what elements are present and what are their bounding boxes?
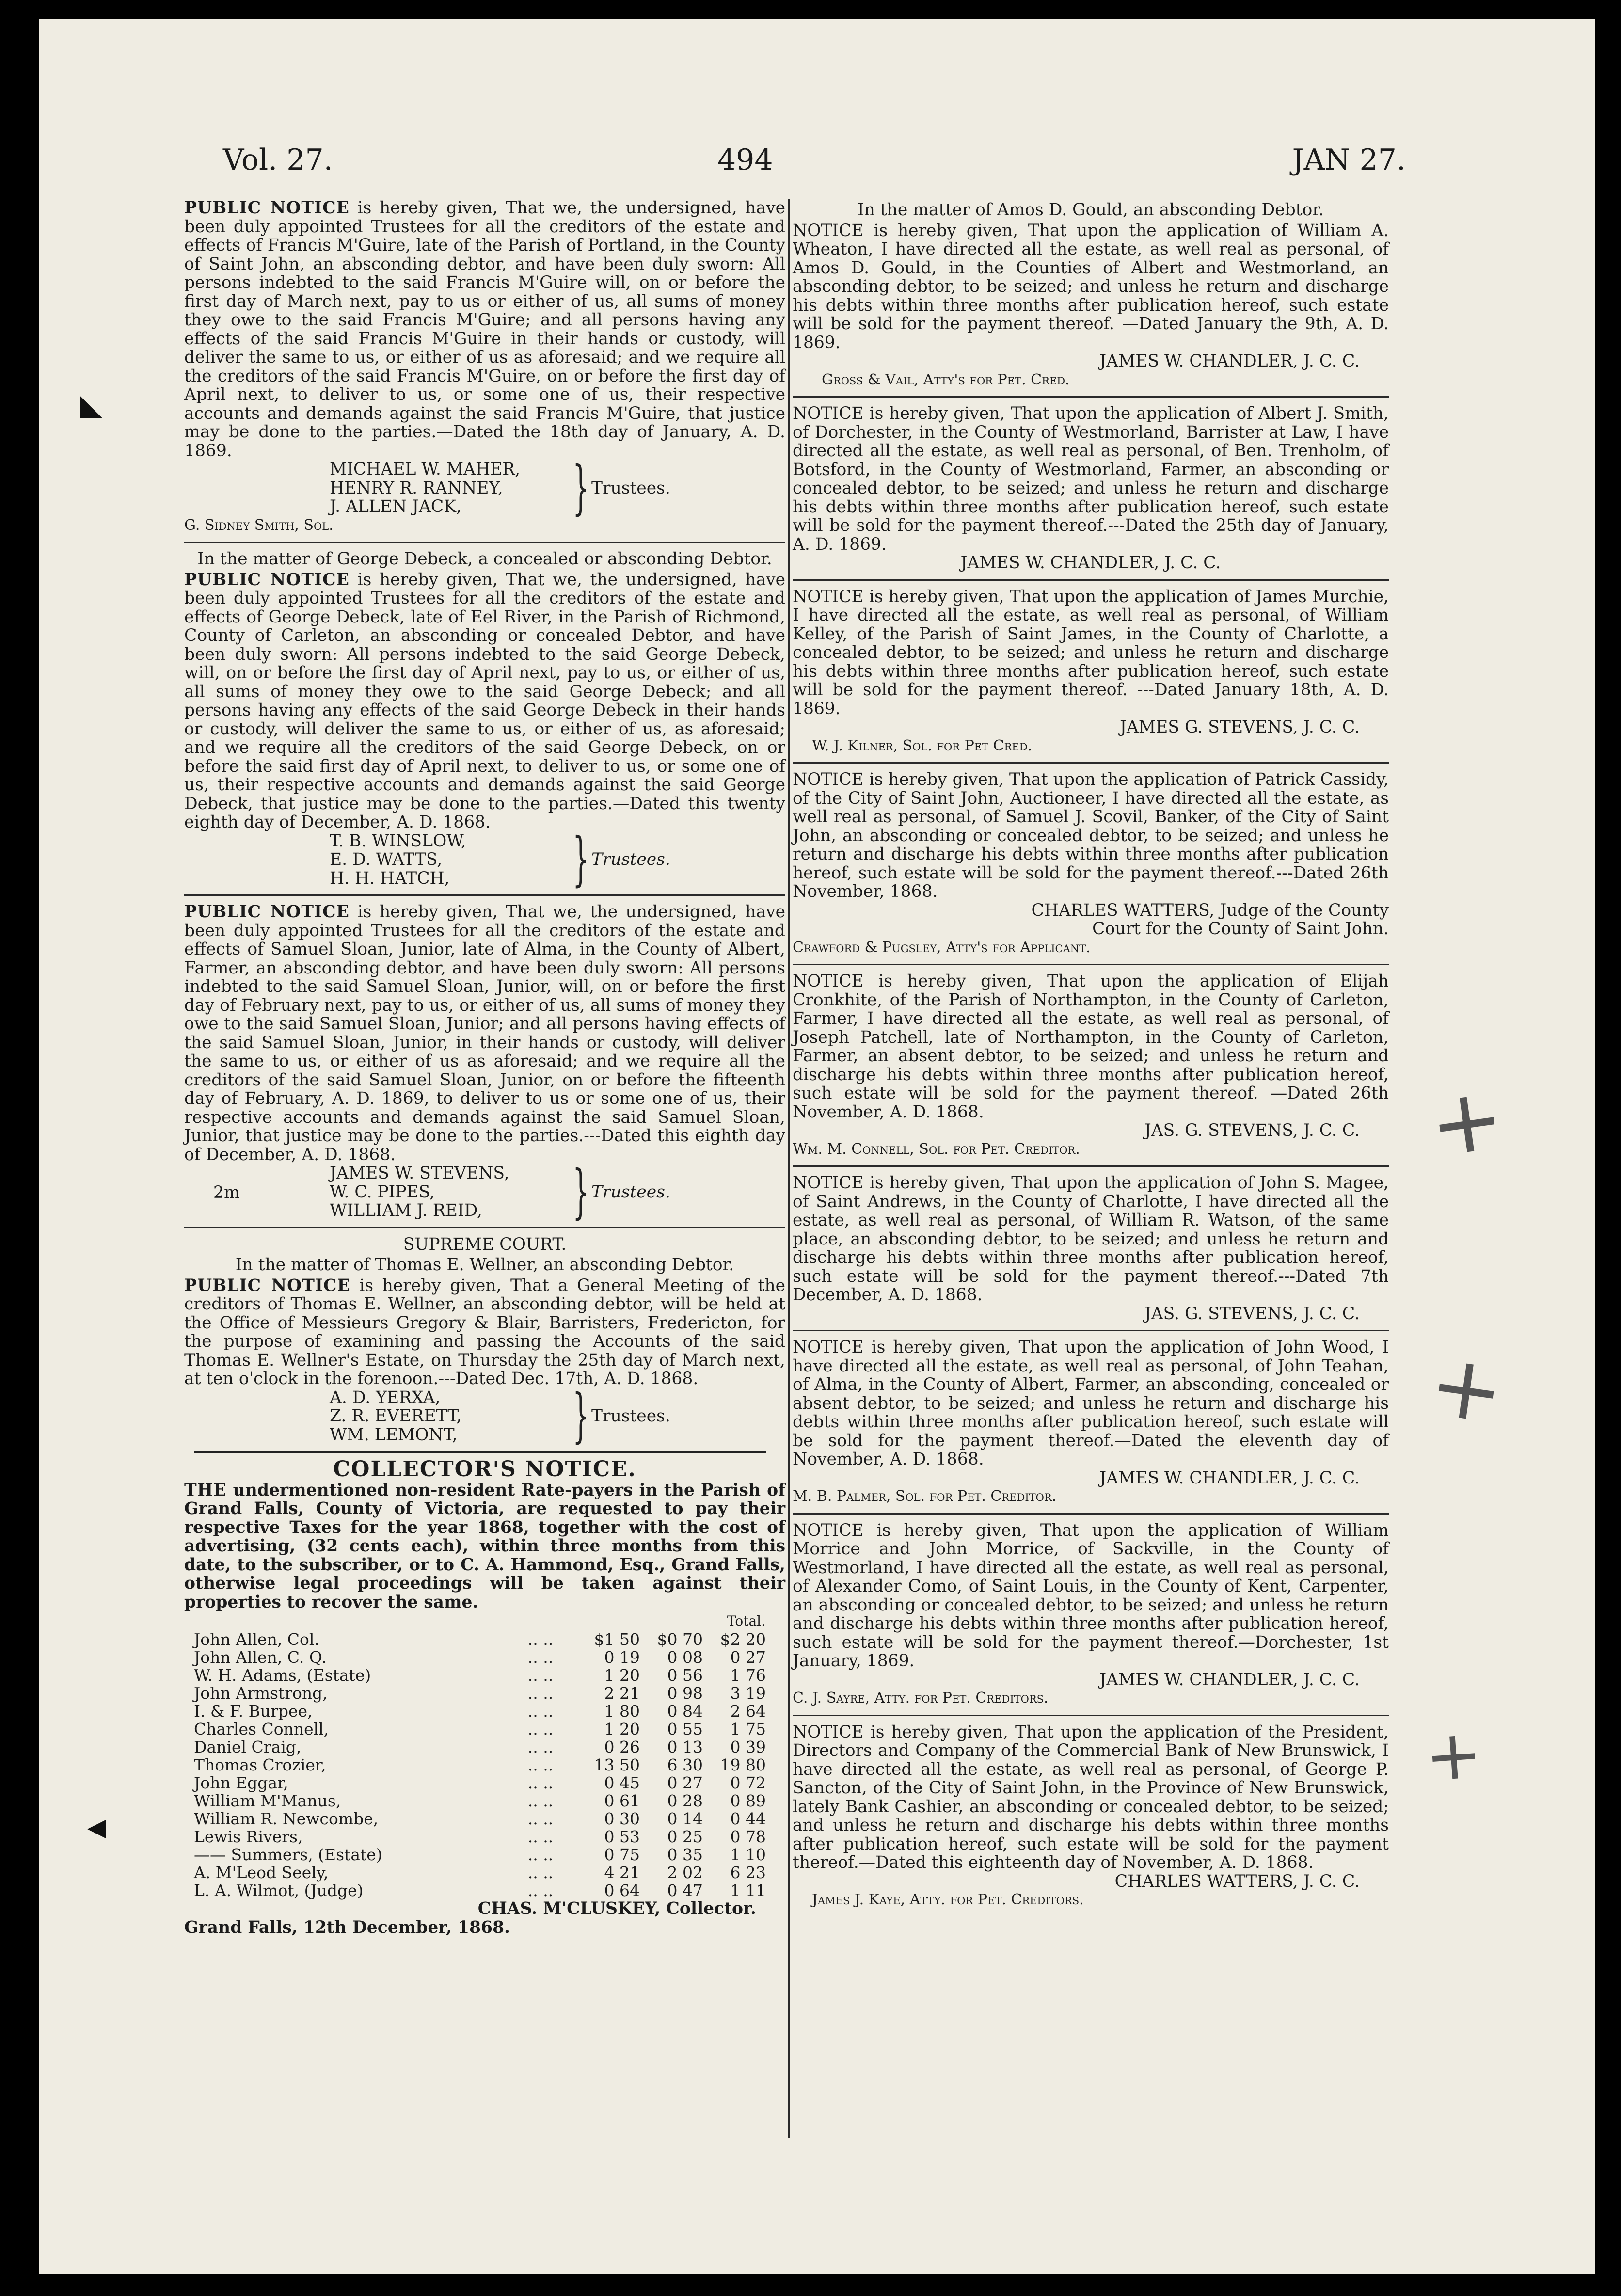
court-heading: SUPREME COURT. bbox=[403, 1234, 567, 1254]
solicitor-line: G. Sidney Smith, Sol. bbox=[184, 516, 334, 534]
judge-signature: JAMES W. CHANDLER, J. C. C. bbox=[960, 553, 1221, 573]
trustee-name: WILLIAM J. REID, bbox=[330, 1201, 483, 1220]
cost-amount: 0 55 bbox=[667, 1720, 703, 1738]
judge-signature: JAMES W. CHANDLER, J. C. C. bbox=[1099, 1468, 1360, 1488]
divider bbox=[184, 542, 785, 543]
page-header bbox=[39, 143, 1595, 187]
divider bbox=[793, 1715, 1389, 1716]
leader-dots: .. .. bbox=[527, 1702, 554, 1721]
ratepayer-name: Thomas Crozier, bbox=[194, 1755, 326, 1774]
rate-row bbox=[194, 1684, 766, 1702]
attorney-line: Wm. M. Connell, Sol. for Pet. Creditor. bbox=[793, 1140, 1080, 1158]
ratepayer-name: John Eggar, bbox=[194, 1773, 288, 1792]
cost-amount: 0 35 bbox=[667, 1845, 703, 1864]
notice-text: PUBLIC NOTICE is hereby given, That we, the undersigned, have been duly appointed Trustees for all the creditors of the estate and effects of Francis M'Guire, late of the Parish of Portland, in the County of Saint John, an absconding debtor, and have been duly sworn: All persons indebted to the said Francis M'Guire will, on or before the first day of March next, pay to us or either of us, all sums of money they owe to the said Francis M'Guire; and all persons having any effects of the said Francis M'Guire in their hands or custody, will deliver the same to us, or either of us as aforesaid; and we require all the creditors of the said Francis M'Guire, on or before the first day of April next, to deliver to us, or some one of us, their respective accounts and demands against the said Francis M'Guire, that justice may be done to the parties.—Dated the 18th day of January, A. D. 1869. bbox=[184, 198, 785, 461]
notice-wellner bbox=[184, 1234, 785, 1450]
notice-text: NOTICE is hereby given, That upon the application of Elijah Cronkhite, of the Parish of Northampton, in the County of Carleton, Farmer, I have directed all the estate, as well real as personal, of Joseph Patchell, late of Northampton, in the County of Carleton, Farmer, an absent debtor, to be seized; and unless he return and discharge his debts within three months after publication hereof, such estate will be sold for the payment thereof. —Dated 26th November, A. D. 1868. bbox=[793, 972, 1389, 1122]
notice-scovil bbox=[793, 770, 1389, 957]
notice-mguire bbox=[184, 199, 785, 535]
cost-amount: 2 02 bbox=[667, 1863, 703, 1882]
notice-patchell bbox=[793, 972, 1389, 1159]
trustees-block bbox=[184, 1158, 785, 1226]
trustees-block bbox=[184, 826, 785, 893]
insertion-mark: 2m bbox=[213, 1183, 240, 1202]
cost-amount: 6 30 bbox=[667, 1755, 703, 1774]
ratepayer-name: William M'Manus, bbox=[194, 1791, 341, 1810]
judge-signature: JAS. G. STEVENS, J. C. C. bbox=[1144, 1121, 1360, 1140]
total-amount: 0 27 bbox=[730, 1648, 766, 1667]
trustee-name: HENRY R. RANNEY, bbox=[330, 478, 503, 498]
attorney-line: Gross & Vail, Atty's for Pet. Cred. bbox=[822, 371, 1070, 388]
cost-amount: 0 25 bbox=[667, 1827, 703, 1846]
collector-heading: COLLECTOR'S NOTICE. bbox=[333, 1457, 636, 1482]
rate-row bbox=[194, 1881, 766, 1899]
divider bbox=[194, 1451, 766, 1453]
total-amount: 1 10 bbox=[730, 1845, 766, 1864]
ratepayer-name: L. A. Wilmot, (Judge) bbox=[194, 1881, 364, 1900]
leader-dots: .. .. bbox=[527, 1648, 554, 1667]
divider bbox=[793, 1513, 1389, 1515]
judge-signature: CHARLES WATTERS, Judge of the County bbox=[1031, 900, 1389, 920]
total-amount: 6 23 bbox=[730, 1863, 766, 1882]
cost-amount: 0 98 bbox=[667, 1684, 703, 1703]
attorney-line: Crawford & Pugsley, Atty's for Applicant. bbox=[793, 939, 1091, 956]
notice-text: NOTICE is hereby given, That upon the application of the President, Directors and Company of the Commercial Bank of New Brunswick, I have directed all the estate, as well real as personal, of George P. Sancton, of the City of Saint John, in the Province of New Brunswick, lately Bank Cashier, an absconding or concealed debtor, to be seized; and unless he return and discharge his debts within three months after publication hereof, such estate will be sold for the payment thereof.—Dated this eighteenth day of November, A. D. 1868. bbox=[793, 1722, 1389, 1872]
rate-row bbox=[194, 1774, 766, 1792]
collector-dateline: Grand Falls, 12th December, 1868. bbox=[184, 1917, 510, 1937]
trustee-name: J. ALLEN JACK, bbox=[330, 497, 462, 516]
trustee-name: H. H. HATCH, bbox=[330, 868, 450, 888]
total-amount: 1 11 bbox=[730, 1881, 766, 1900]
collector-signature: CHAS. M'CLUSKEY, Collector. bbox=[477, 1899, 756, 1918]
leader-dots: .. .. bbox=[527, 1720, 554, 1738]
total-amount: 0 89 bbox=[730, 1791, 766, 1810]
divider bbox=[793, 964, 1389, 965]
trustees-block bbox=[184, 1382, 785, 1450]
rate-row bbox=[194, 1720, 766, 1738]
tax-amount: 1 20 bbox=[604, 1720, 640, 1738]
ratepayer-name: John Allen, C. Q. bbox=[194, 1648, 327, 1667]
ink-blot-mark: ◣ bbox=[80, 388, 103, 422]
ratepayer-name: Daniel Craig, bbox=[194, 1738, 302, 1756]
trustees-label: Trustees. bbox=[591, 850, 670, 869]
rate-row bbox=[194, 1810, 766, 1828]
divider bbox=[184, 894, 785, 896]
matter-line: In the matter of Thomas E. Wellner, an absconding Debtor. bbox=[235, 1255, 734, 1275]
leader-dots: .. .. bbox=[527, 1666, 554, 1685]
total-amount: 2 64 bbox=[730, 1702, 766, 1721]
handwritten-x-mark: + bbox=[1423, 1067, 1510, 1178]
divider bbox=[793, 1330, 1389, 1331]
trustee-name: Z. R. EVERETT, bbox=[330, 1406, 462, 1426]
notice-text: PUBLIC NOTICE is hereby given, That a General Meeting of the creditors of Thomas E. Wellner, an absconding debtor, will be held at the Office of Messieurs Gregory & Blair, Barristers, Fredericton, for the purpose of examining and passing the Accounts of the said Thomas E. Wellner's Estate, on Thursday the 25th day of March next, at ten o'clock in the forenoon.---Dated Dec. 17th, A. D. 1868. bbox=[184, 1276, 785, 1388]
handwritten-x-mark: + bbox=[1422, 1714, 1485, 1797]
page-number: 494 bbox=[717, 143, 773, 177]
notice-text: NOTICE is hereby given, That upon the application of James Murchie, I have directed all the estate, as well real as personal, of William Kelley, of the Parish of Saint James, in the County of Charlotte, a concealed debtor, to be seized; and unless he return and discharge his debts within three months after publication hereof, such estate will be sold for the payment thereof. ---Dated January 18th, A. D. 1869. bbox=[793, 587, 1389, 718]
divider bbox=[793, 1165, 1389, 1167]
leader-dots: .. .. bbox=[527, 1881, 554, 1900]
total-amount: 0 72 bbox=[730, 1773, 766, 1792]
tax-amount: 0 19 bbox=[604, 1648, 640, 1667]
judge-signature: JAMES G. STEVENS, J. C. C. bbox=[1120, 718, 1360, 737]
ratepayer-name: Charles Connell, bbox=[194, 1720, 329, 1738]
ratepayer-name: I. & F. Burpee, bbox=[194, 1702, 313, 1721]
notice-text: NOTICE is hereby given, That upon the application of Patrick Cassidy, of the City of Saint John, Auctioneer, I have directed all the estate, as well real as personal, of Samuel J. Scovil, Banker, of the City of Saint John, an absconding or concealed debtor, to be seized; and unless he return and discharge his debts within three months after publication hereof, such estate will be sold for the payment thereof.---Dated 26th November, 1868. bbox=[793, 770, 1389, 901]
cost-amount: 0 84 bbox=[667, 1702, 703, 1721]
notice-sancton bbox=[793, 1723, 1389, 1910]
rate-row bbox=[194, 1630, 766, 1648]
cost-amount: 0 14 bbox=[667, 1809, 703, 1828]
notice-gould bbox=[793, 201, 1389, 389]
handwritten-x-mark: + bbox=[1423, 1333, 1510, 1444]
brace-symbol: } bbox=[572, 454, 589, 522]
leader-dots: .. .. bbox=[527, 1630, 554, 1649]
tax-amount: 0 53 bbox=[604, 1827, 640, 1846]
ratepayer-name: John Armstrong, bbox=[194, 1684, 328, 1703]
ratepayer-name: A. M'Leod Seely, bbox=[194, 1863, 329, 1882]
rate-row bbox=[194, 1792, 766, 1810]
rate-row bbox=[194, 1756, 766, 1774]
ratepayer-name: William R. Newcombe, bbox=[194, 1809, 379, 1828]
notice-text: NOTICE is hereby given, That upon the application of William A. Wheaton, I have directed all the estate, as well real as personal, of Amos D. Gould, in the Counties of Albert and Westmorland, an absconding debtor, to be seized; and unless he return and discharge his debts within three months after publication hereof, such estate will be sold for the payment thereof. —Dated January the 9th, A. D. 1869. bbox=[793, 221, 1389, 352]
trustees-label: Trustees. bbox=[591, 478, 670, 498]
brace-symbol: } bbox=[572, 826, 589, 893]
ink-blot-mark: ◀ bbox=[87, 1813, 106, 1841]
attorney-line: James J. Kaye, Atty. for Pet. Creditors. bbox=[812, 1891, 1084, 1908]
cost-amount: $0 70 bbox=[657, 1630, 703, 1649]
attorney-line: C. J. Sayre, Atty. for Pet. Creditors. bbox=[793, 1690, 1049, 1706]
issue-date: JAN 27. bbox=[1292, 143, 1406, 177]
divider bbox=[793, 579, 1389, 581]
judge-signature: JAMES W. CHANDLER, J. C. C. bbox=[1099, 351, 1360, 371]
judge-signature: CHARLES WATTERS, J. C. C. bbox=[1114, 1871, 1360, 1891]
rate-row bbox=[194, 1846, 766, 1864]
rate-row bbox=[194, 1864, 766, 1881]
leader-dots: .. .. bbox=[527, 1863, 554, 1882]
tax-amount: 0 75 bbox=[604, 1845, 640, 1864]
total-column-header: Total. bbox=[727, 1613, 765, 1629]
rate-row bbox=[194, 1648, 766, 1666]
collector-notice bbox=[184, 1457, 785, 1937]
cost-amount: 0 28 bbox=[667, 1791, 703, 1810]
notice-watson bbox=[793, 1174, 1389, 1323]
cost-amount: 0 08 bbox=[667, 1648, 703, 1667]
tax-amount: 0 45 bbox=[604, 1773, 640, 1792]
notice-text: NOTICE is hereby given, That upon the application of John S. Magee, of Saint Andrews, in the County of Charlotte, I have directed all the estate, as well real as personal, of William R. Watson, of the same place, an absconding debtor, to be seized; and unless he return and discharge his debts within three months after publication hereof, such estate will be sold for the payment thereof.---Dated 7th December, A. D. 1868. bbox=[793, 1173, 1389, 1305]
cost-amount: 0 47 bbox=[667, 1881, 703, 1900]
notice-text: NOTICE is hereby given, That upon the application of William Morrice and John Morrice, of Sackville, in the County of Westmorland, I have directed all the estate, as well real as personal, of Alexander Como, of Saint Louis, in the County of Kent, Carpenter, an absconding or concealed debtor, to be seized; and unless he return and discharge his debts within three months after publication hereof, such estate will be sold for the payment thereof.—Dorchester, 1st January, 1869. bbox=[793, 1520, 1389, 1671]
notice-text: NOTICE is hereby given, That upon the application of John Wood, I have directed all the estate, as well real as personal, of John Teahan, of Alma, in the County of Albert, Farmer, an absconding, concealed or absent debtor, to be seized; and unless he return and discharge his debts within three months after publication hereof, such estate will be sold for the payment thereof.—Dated the eleventh day of November, A. D. 1868. bbox=[793, 1338, 1389, 1469]
matter-line: In the matter of Amos D. Gould, an absconding Debtor. bbox=[858, 200, 1324, 220]
ratepayer-name: Lewis Rivers, bbox=[194, 1827, 303, 1846]
leader-dots: .. .. bbox=[527, 1809, 554, 1828]
matter-line: In the matter of George Debeck, a concealed or absconding Debtor. bbox=[197, 549, 772, 569]
total-amount: 1 75 bbox=[730, 1720, 766, 1738]
tax-amount: 0 61 bbox=[604, 1791, 640, 1810]
leader-dots: .. .. bbox=[527, 1845, 554, 1864]
column-divider bbox=[788, 199, 790, 2138]
judge-signature-cont: Court for the County of Saint John. bbox=[1092, 919, 1389, 939]
notice-teahan bbox=[793, 1338, 1389, 1506]
rates-header-row bbox=[194, 1611, 766, 1630]
left-column bbox=[184, 199, 785, 1940]
leader-dots: .. .. bbox=[527, 1684, 554, 1703]
trustees-label: Trustees. bbox=[591, 1182, 670, 1202]
trustee-name: E. D. WATTS, bbox=[330, 850, 443, 869]
trustee-name: JAMES W. STEVENS, bbox=[330, 1164, 509, 1183]
notice-debeck bbox=[184, 549, 785, 893]
judge-signature: JAMES W. CHANDLER, J. C. C. bbox=[1099, 1670, 1360, 1690]
notice-text: PUBLIC NOTICE is hereby given, That we, the undersigned, have been duly appointed Trustees for all the creditors of the estate and effects of Samuel Sloan, Junior, late of Alma, in the County of Albert, Farmer, an absconding debtor, and have been duly sworn: All persons indebted to the said Samuel Sloan, Junior, will, on or before the first day of February next, pay to us, or either of us, all sums of money they owe to the said Samuel Sloan, Junior; and all persons having effects of the said Samuel Sloan, Junior, in their hands or custody, will deliver the same to us, or either of us as aforesaid; and we require all the creditors of the said Samuel Sloan, Junior, on or before the fifteenth day of February, A. D. 1869, to deliver to us or some one of us, their respective accounts and demands against the said Samuel Sloan, Junior, that justice may be done to the parties.---Dated this eighth day of December, A. D. 1868. bbox=[184, 902, 785, 1164]
collector-text: THE undermentioned non-resident Rate-payers in the Parish of Grand Falls, County of Victoria, are requested to pay their respective Taxes for the year 1868, together with the cost of advertising, (32 cents each), within three months from this date, to the subscriber, or to C. A. Hammond, Esq., Grand Falls, otherwise legal proceedings will be taken against their properties to recover the same. bbox=[184, 1480, 785, 1612]
cost-amount: 0 27 bbox=[667, 1773, 703, 1792]
divider bbox=[793, 762, 1389, 764]
tax-amount: 0 30 bbox=[604, 1809, 640, 1828]
tax-amount: $1 50 bbox=[594, 1630, 640, 1649]
brace-symbol: } bbox=[572, 1158, 589, 1226]
notice-sloan bbox=[184, 902, 785, 1226]
total-amount: 1 76 bbox=[730, 1666, 766, 1685]
total-amount: 0 44 bbox=[730, 1809, 766, 1828]
total-amount: 19 80 bbox=[720, 1755, 766, 1774]
total-amount: 0 78 bbox=[730, 1827, 766, 1846]
tax-amount: 0 26 bbox=[604, 1738, 640, 1756]
tax-amount: 1 80 bbox=[604, 1702, 640, 1721]
divider bbox=[184, 1227, 785, 1228]
tax-amount: 0 64 bbox=[604, 1881, 640, 1900]
ratepayer-name: —— Summers, (Estate) bbox=[194, 1845, 382, 1864]
rate-row bbox=[194, 1828, 766, 1846]
leader-dots: .. .. bbox=[527, 1827, 554, 1846]
cost-amount: 0 13 bbox=[667, 1738, 703, 1756]
tax-amount: 1 20 bbox=[604, 1666, 640, 1685]
rates-table bbox=[194, 1611, 766, 1899]
tax-amount: 4 21 bbox=[604, 1863, 640, 1882]
ratepayer-name: W. H. Adams, (Estate) bbox=[194, 1666, 371, 1685]
notice-trenholm bbox=[793, 404, 1389, 573]
total-amount: 3 19 bbox=[730, 1684, 766, 1703]
cost-amount: 0 56 bbox=[667, 1666, 703, 1685]
rate-row bbox=[194, 1666, 766, 1684]
attorney-line: M. B. Palmer, Sol. for Pet. Creditor. bbox=[793, 1488, 1057, 1505]
ratepayer-name: John Allen, Col. bbox=[194, 1630, 319, 1649]
leader-dots: .. .. bbox=[527, 1738, 554, 1756]
leader-dots: .. .. bbox=[527, 1755, 554, 1774]
trustees-block bbox=[184, 454, 785, 522]
trustees-label: Trustees. bbox=[591, 1406, 670, 1426]
leader-dots: .. .. bbox=[527, 1773, 554, 1792]
rate-row bbox=[194, 1738, 766, 1756]
leader-dots: .. .. bbox=[527, 1791, 554, 1810]
notice-como bbox=[793, 1521, 1389, 1708]
notice-text: PUBLIC NOTICE is hereby given, That we, the undersigned, have been duly appointed Trustees for all the creditors of the estate and effects of George Debeck, late of Eel River, in the Parish of Richmond, County of Carleton, an absconding or concealed Debtor, and have been duly sworn: All persons indebted to the said George Debeck, will, on or before the first day of April next, pay to us, or either of us, all sums of money they owe to the said George Debeck; and all persons having any effects of the said George Debeck in their hands or custody, will deliver the same to us, or either of us, as aforesaid; and we require all the creditors of the said George Debeck, on or before the said first day of April next, to deliver to us, or some one of us, their respective accounts and demands against the said George Debeck, that justice may be done to the parties.—Dated this twenty eighth day of December, A. D. 1868. bbox=[184, 570, 785, 832]
total-amount: 0 39 bbox=[730, 1738, 766, 1756]
attorney-line: W. J. Kilner, Sol. for Pet Cred. bbox=[812, 737, 1033, 754]
right-column bbox=[793, 199, 1389, 1913]
trustee-name: MICHAEL W. MAHER, bbox=[330, 460, 521, 479]
rate-row bbox=[194, 1702, 766, 1720]
notice-kelley bbox=[793, 588, 1389, 756]
newspaper-page bbox=[39, 19, 1595, 2274]
volume-label: Vol. 27. bbox=[223, 143, 333, 177]
judge-signature: JAS. G. STEVENS, J. C. C. bbox=[1144, 1304, 1360, 1323]
trustee-name: T. B. WINSLOW, bbox=[330, 831, 466, 851]
trustee-name: A. D. YERXA, bbox=[330, 1387, 441, 1407]
trustee-name: W. C. PIPES, bbox=[330, 1182, 435, 1202]
total-amount: $2 20 bbox=[720, 1630, 766, 1649]
notice-text: NOTICE is hereby given, That upon the application of Albert J. Smith, of Dorchester, in the County of Westmorland, Barrister at Law, I have directed all the estate, as well real as personal, of Ben. Trenholm, of Botsford, in the County of Westmorland, Farmer, an absconding or concealed debtor, to be seized; and unless he return and discharge his debts within three months after publication hereof, such estate will be sold for the payment thereof.---Dated the 25th day of January, A. D. 1869. bbox=[793, 404, 1389, 554]
divider bbox=[793, 396, 1389, 398]
brace-symbol: } bbox=[572, 1382, 589, 1450]
trustee-name: WM. LEMONT, bbox=[330, 1425, 458, 1445]
tax-amount: 13 50 bbox=[594, 1755, 640, 1774]
tax-amount: 2 21 bbox=[604, 1684, 640, 1703]
